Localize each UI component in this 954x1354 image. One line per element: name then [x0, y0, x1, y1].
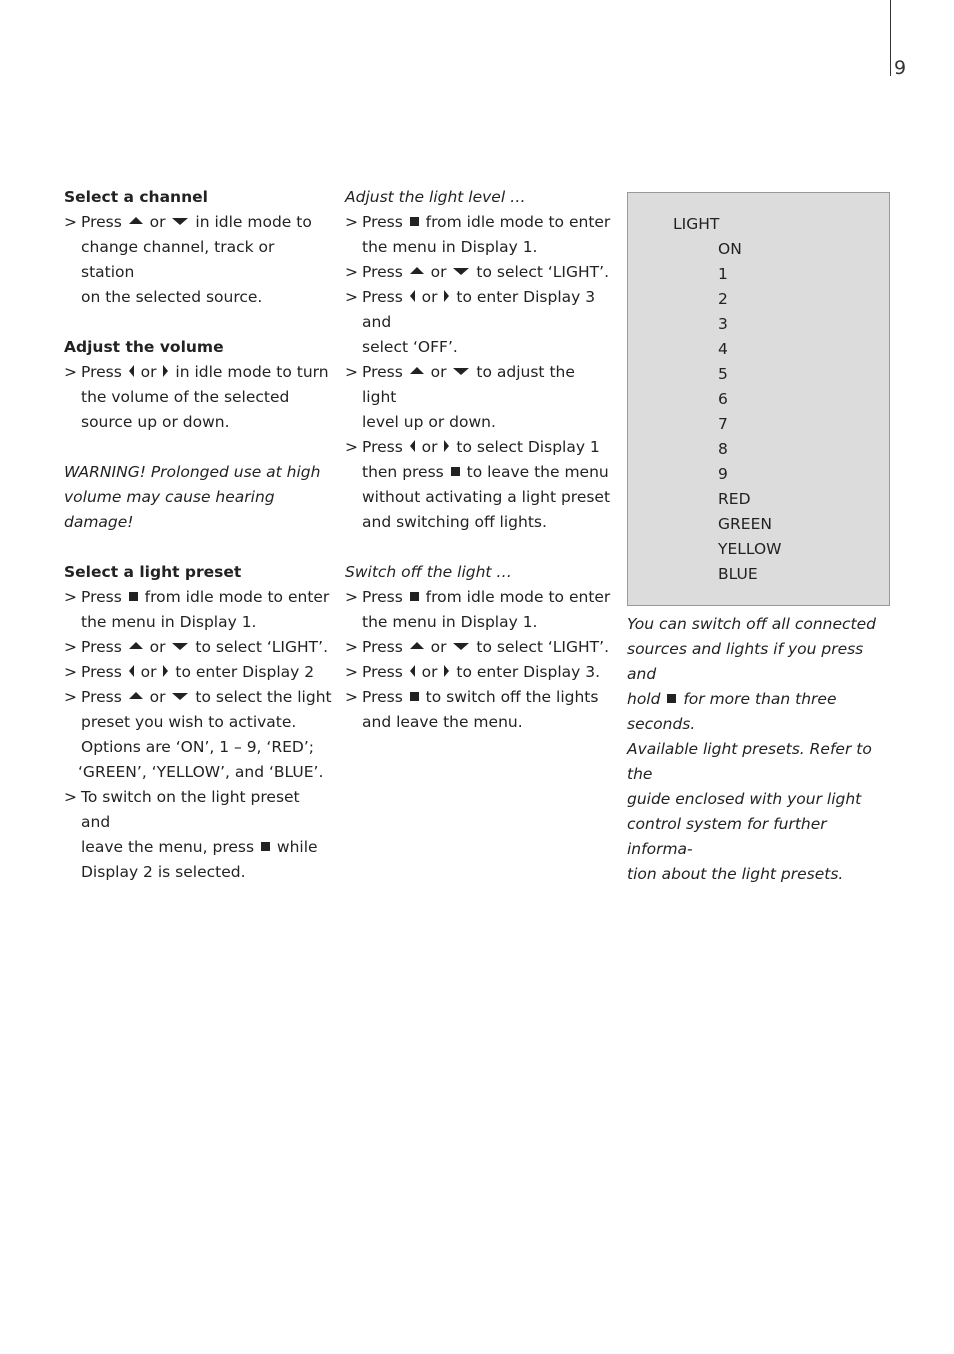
step-marker: > [64, 588, 77, 606]
center-button-icon [451, 467, 460, 476]
step-marker: > [345, 263, 358, 281]
heading-select-channel: Select a channel [64, 188, 208, 206]
arrow-up-icon [410, 367, 424, 374]
step-marker: > [64, 213, 77, 231]
menu-item: 1 [718, 265, 728, 283]
arrow-down-icon [172, 218, 188, 225]
menu-item: GREEN [718, 515, 772, 533]
center-button-icon [410, 692, 419, 701]
step-select-preset-3: > Press or to enter Display 2 [64, 660, 332, 685]
step-marker: > [64, 788, 77, 806]
arrow-up-icon [129, 642, 143, 649]
menu-title: LIGHT [673, 215, 720, 233]
heading-select-preset: Select a light preset [64, 563, 242, 581]
menu-item: 7 [718, 415, 728, 433]
arrow-up-icon [410, 642, 424, 649]
arrow-up-icon [129, 217, 143, 224]
menu-item: 8 [718, 440, 728, 458]
arrow-right-icon [163, 665, 168, 677]
arrow-left-icon [129, 365, 134, 377]
arrow-down-icon [172, 643, 188, 650]
step-marker: > [345, 363, 358, 381]
arrow-left-icon [410, 665, 415, 677]
menu-item: ON [718, 240, 742, 258]
arrow-left-icon [410, 290, 415, 302]
step-marker: > [345, 688, 358, 706]
center-button-icon [261, 842, 270, 851]
step-adjust-light-4: > Press or to adjust the light level up or down. [345, 360, 613, 435]
menu-item: 5 [718, 365, 728, 383]
step-select-channel-1: > Press or in idle mode to change channel, track or station on the selected source. [64, 210, 332, 310]
arrow-down-icon [172, 693, 188, 700]
column-2 [345, 185, 613, 735]
step-select-preset-5: > To switch on the light preset and leave the menu, press while Display 2 is selected. [64, 785, 332, 885]
step-marker: > [345, 438, 358, 456]
arrow-up-icon [129, 692, 143, 699]
center-button-icon [410, 592, 419, 601]
step-switch-off-2: > Press or to select ‘LIGHT’. [345, 635, 613, 660]
menu-item: YELLOW [718, 540, 782, 558]
menu-item: 4 [718, 340, 728, 358]
step-switch-off-1: > Press from idle mode to enter the menu in Display 1. [345, 585, 613, 635]
center-button-icon [410, 217, 419, 226]
step-marker: > [345, 638, 358, 656]
arrow-down-icon [453, 368, 469, 375]
step-marker: > [64, 363, 77, 381]
menu-item: 2 [718, 290, 728, 308]
step-select-preset-2: > Press or to select ‘LIGHT’. [64, 635, 332, 660]
step-marker: > [345, 663, 358, 681]
step-marker: > [64, 638, 77, 656]
step-marker: > [345, 213, 358, 231]
arrow-right-icon [444, 665, 449, 677]
menu-item: RED [718, 490, 751, 508]
arrow-right-icon [444, 440, 449, 452]
arrow-up-icon [410, 267, 424, 274]
arrow-down-icon [453, 643, 469, 650]
menu-item: 9 [718, 465, 728, 483]
step-select-preset-1: > Press from idle mode to enter the menu in Display 1. [64, 585, 332, 635]
step-marker: > [345, 288, 358, 306]
step-switch-off-3: > Press or to enter Display 3. [345, 660, 613, 685]
arrow-right-icon [444, 290, 449, 302]
arrow-right-icon [163, 365, 168, 377]
page-rule [890, 0, 891, 76]
column-3 [627, 185, 897, 887]
heading-switch-off: Switch off the light … [345, 563, 512, 581]
arrow-down-icon [453, 268, 469, 275]
step-adjust-light-1: > Press from idle mode to enter the menu in Display 1. [345, 210, 613, 260]
step-switch-off-4: > Press to switch off the lights and leave the menu. [345, 685, 613, 735]
menu-item: 3 [718, 315, 728, 333]
step-select-preset-4: > Press or to select the light preset you wish to activate. Options are ‘ON’, 1 – 9, ‘RED’; ‘GREEN’, ‘YELLOW’, and ‘BLUE’. [64, 685, 332, 785]
step-marker: > [345, 588, 358, 606]
center-button-icon [667, 694, 676, 703]
step-adjust-volume-1: > Press or in idle mode to turn the volume of the selected source up or down. [64, 360, 332, 435]
page-number: 9 [894, 57, 907, 79]
light-menu-display [627, 192, 890, 606]
arrow-left-icon [410, 440, 415, 452]
menu-caption: You can switch off all connected sources and lights if you press and hold for more than three seconds. Available light presets. Refer to the guide enclosed with your light control system for further informa- tion about the light presets. [627, 615, 876, 883]
step-marker: > [64, 663, 77, 681]
column-1 [64, 185, 332, 885]
heading-adjust-light: Adjust the light level … [345, 188, 526, 206]
step-marker: > [64, 688, 77, 706]
menu-item: 6 [718, 390, 728, 408]
menu-item: BLUE [718, 565, 758, 583]
step-adjust-light-2: > Press or to select ‘LIGHT’. [345, 260, 613, 285]
menu-list [718, 237, 782, 587]
center-button-icon [129, 592, 138, 601]
step-adjust-light-5: > Press or to select Display 1 then press to leave the menu without activating a light preset and switching off lights. [345, 435, 613, 535]
heading-adjust-volume: Adjust the volume [64, 338, 224, 356]
arrow-left-icon [129, 665, 134, 677]
warning-text: WARNING! Prolonged use at high volume may cause hearing damage! [64, 463, 321, 531]
step-adjust-light-3: > Press or to enter Display 3 and select ‘OFF’. [345, 285, 613, 360]
